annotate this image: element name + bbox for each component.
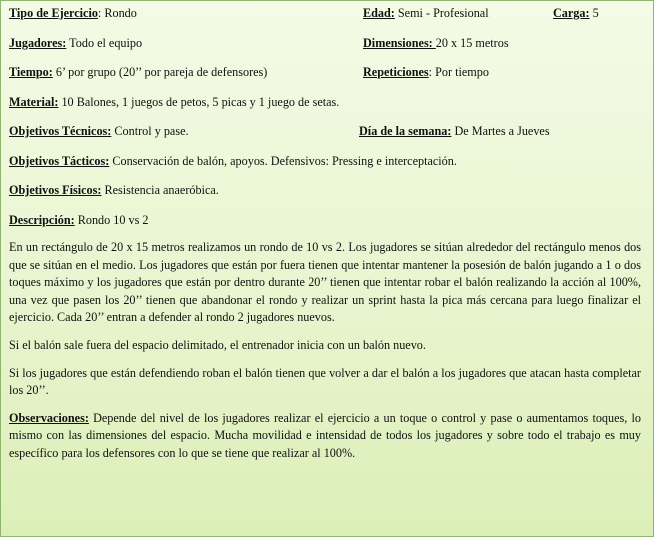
tipo-field <box>9 5 137 22</box>
row-tipo-edad-carga <box>9 5 645 22</box>
tipo-value: : Rondo <box>97 6 137 20</box>
obj-tecnicos-value: Control y pase. <box>111 124 189 138</box>
repeticiones-value: : Por tiempo <box>428 65 489 79</box>
row-material <box>9 94 645 111</box>
observaciones-label: Observaciones: <box>9 410 89 425</box>
edad-value: Semi - Profesional <box>394 6 489 20</box>
row-tiempo-repeticiones <box>9 64 645 81</box>
material-label: Material: <box>9 94 59 109</box>
descripcion-field <box>9 212 148 229</box>
tipo-label: Tipo de Ejercicio <box>9 6 98 20</box>
tiempo-field <box>9 64 267 81</box>
repeticiones-field <box>363 64 489 81</box>
dimensiones-label: Dimensiones: <box>363 35 436 50</box>
dia-value: De Martes a Jueves <box>451 124 550 138</box>
obj-tacticos-field <box>9 153 457 170</box>
observaciones-paragraph <box>9 410 645 463</box>
obj-fisicos-value: Resistencia anaeróbica. <box>101 183 219 197</box>
obj-fisicos-field <box>9 182 219 199</box>
carga-field <box>553 5 599 22</box>
obj-tecnicos-label: Objetivos Técnicos: <box>9 124 112 138</box>
description-paragraph-3: Si los jugadores que están defendiendo roban el balón tienen que volver a dar el balón a los jugadores que atacan hasta completar los 20’’. <box>9 365 641 398</box>
jugadores-field <box>9 35 142 52</box>
obj-tacticos-label: Objetivos Tácticos: <box>9 153 110 168</box>
row-descripcion <box>9 212 645 229</box>
dimensiones-value: 20 x 15 metros <box>435 35 509 50</box>
tiempo-label: Tiempo: <box>9 65 53 79</box>
material-field <box>9 94 339 111</box>
edad-field <box>363 5 489 22</box>
row-jugadores-dimensiones <box>9 35 645 52</box>
row-obj-tacticos <box>9 153 645 170</box>
edad-label: Edad: <box>363 6 395 20</box>
dia-field <box>359 123 550 140</box>
carga-label: Carga: <box>553 6 590 20</box>
material-value: 10 Balones, 1 juegos de petos, 5 picas y 1 juego de setas. <box>58 94 340 109</box>
obj-fisicos-label: Objetivos Físicos: <box>9 183 102 197</box>
description-paragraph-1: En un rectángulo de 20 x 15 metros realizamos un rondo de 10 vs 2. Los jugadores se sitúan alrededor del rectángulo menos dos que se sitúan en el medio. Los jugadores que están por fuera tienen que intentar mantener la posesión de balón jugando a 1 o dos toques máximo y los jugadores que están por dentro durante 20’’ tienen que intentar robar el balón realizando la acción al 100%, una vez que pasen los 20’’ tienen que abandonar el rondo y realizar un sprint hasta la pica más cercana para luego finalizar el ejercicio. Cada 20’’ entran a defender al rondo 2 jugadores nuevos. <box>9 240 641 325</box>
descripcion-label: Descripción: <box>9 212 75 227</box>
carga-value: 5 <box>589 6 599 20</box>
descripcion-value: Rondo 10 vs 2 <box>74 212 149 227</box>
observaciones-value: Depende del nivel de los jugadores realizar el ejercicio a un toque o control y pase o aumentamos toques, lo mismo con las dimensiones del espacio. Mucha movilidad e intensidad de todos los jugadores y sobre todo el trabajo es muy específico para los defensores con lo que se tiene que realizar al 100%. <box>9 410 641 460</box>
repeticiones-label: Repeticiones <box>363 65 429 79</box>
obj-tecnicos-field <box>9 123 189 140</box>
row-obj-fisicos <box>9 182 645 199</box>
tiempo-value: 6’ por grupo (20’’ por pareja de defensores) <box>52 65 268 79</box>
jugadores-label: Jugadores: <box>9 35 67 50</box>
description-paragraph-2: Si el balón sale fuera del espacio delimitado, el entrenador inicia con un balón nuevo. <box>9 337 426 352</box>
obj-tacticos-value: Conservación de balón, apoyos. Defensivos: Pressing e interceptación. <box>109 153 457 168</box>
row-obj-tecnicos-dia <box>9 123 645 140</box>
dimensiones-field <box>363 35 509 52</box>
dia-label: Día de la semana: <box>359 124 452 138</box>
jugadores-value: Todo el equipo <box>66 35 143 50</box>
